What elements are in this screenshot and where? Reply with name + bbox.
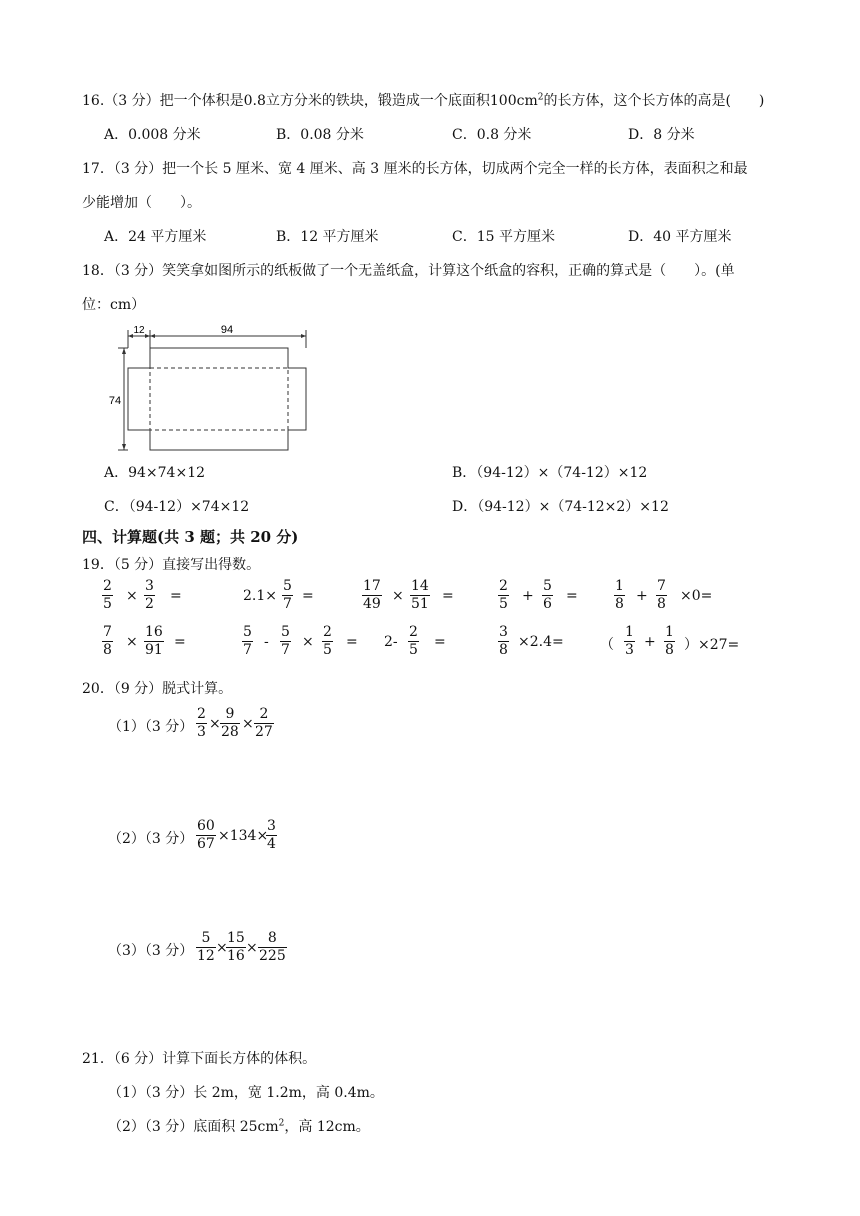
q17-stem-line1: 17．（3 分）把一个长 5 厘米、宽 4 厘米、高 3 厘米的长方体，切成两个完全一样的长方体，表面积之和最 xyxy=(82,161,748,177)
q17-option-b[interactable]: B．12 平方厘米 xyxy=(276,229,379,245)
q18-option-b[interactable]: B．（94-12）×（74-12）×12 xyxy=(452,465,648,481)
q16-option-d[interactable]: D．8 分米 xyxy=(628,127,695,143)
q17-option-c[interactable]: C．15 平方厘米 xyxy=(452,229,555,245)
dim-label-74: 74 xyxy=(108,395,122,407)
q18-stem-line1: 18．（3 分）笑笑拿如图所示的纸板做了一个无盖纸盒，计算这个纸盒的容积，正确的算式是（ ）。(单 xyxy=(82,263,735,279)
q16-stem: 16.（3 分）把一个体积是0.8立方分米的铁块，锻造成一个底面积$100cm^2$的长方体，这个长方体的高是( ) xyxy=(82,92,765,109)
q17-option-d[interactable]: D．40 平方厘米 xyxy=(628,229,732,245)
section-title: 四、计算题(共 3 题；共 20 分) xyxy=(82,528,299,546)
q18-option-c[interactable]: C．（94-12）×74×12 xyxy=(104,499,250,515)
q18-stem-line2: 位：cm） xyxy=(82,297,146,313)
q20-stem: 20．（9 分）脱式计算。 xyxy=(82,681,233,697)
q16-option-c[interactable]: C．0.8 分米 xyxy=(452,127,532,143)
q18-option-d[interactable]: D．（94-12）×（74-12×2）×12 xyxy=(452,499,669,515)
q19-stem: 19．（5 分）直接写出得数。 xyxy=(82,557,261,573)
q21-stem: 21．（6 分）计算下面长方体的体积。 xyxy=(82,1051,317,1067)
q16-option-b[interactable]: B．0.08 分米 xyxy=(276,127,364,143)
q18-figure xyxy=(100,324,320,454)
dim-label-94: 94 xyxy=(220,324,234,336)
q17-option-a[interactable]: A．24 平方厘米 xyxy=(104,229,207,245)
dim-label-12: 12 xyxy=(133,325,145,336)
q21-part2: （2）（3 分）底面积 $25cm^2$，高 12cm。 xyxy=(108,1118,370,1135)
q18-option-a[interactable]: A．94×74×12 xyxy=(104,465,206,481)
q17-stem-line2: 少能增加（ ）。 xyxy=(82,195,201,211)
q21-part1: （1）（3 分）长 2m，宽 1.2m，高 0.4m。 xyxy=(108,1085,384,1101)
q16-option-a[interactable]: A．0.008 分米 xyxy=(104,127,201,143)
